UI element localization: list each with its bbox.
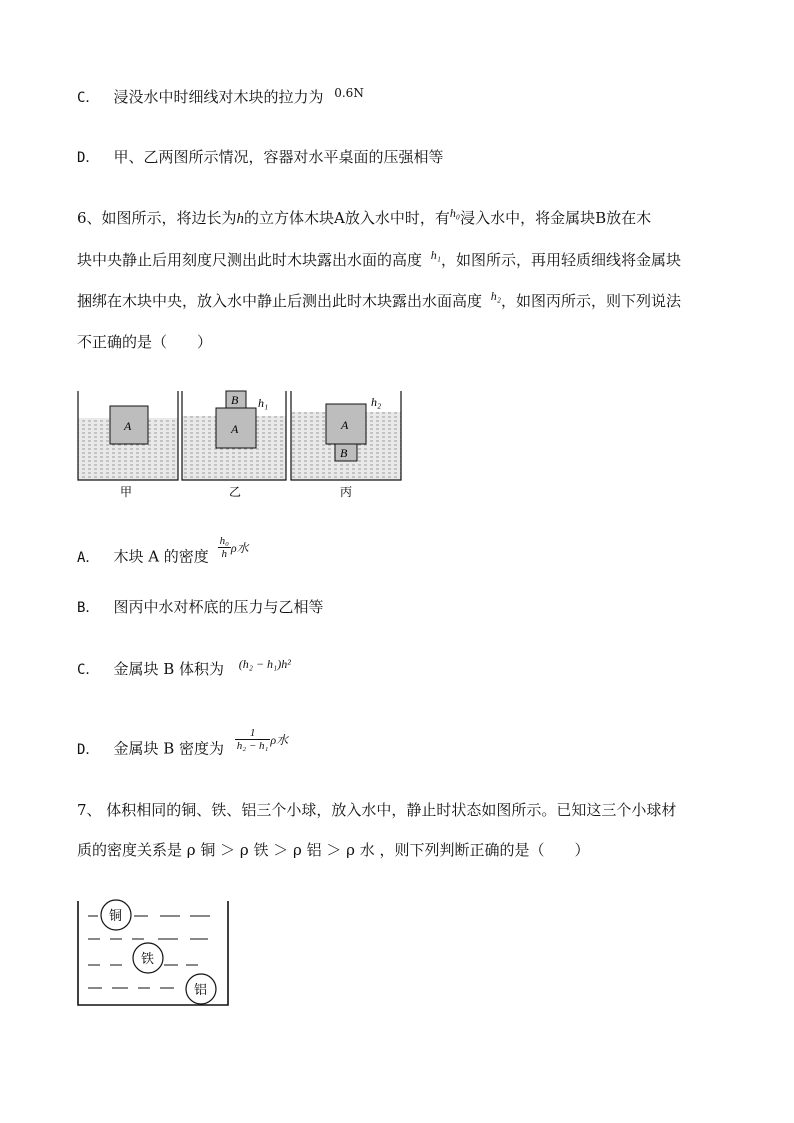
formula: 0.6N [334,86,364,100]
label-a-bing: A [341,418,349,432]
label-h2: h₂ [371,395,382,409]
formula [218,535,249,560]
stem-text: 不正确的是（ ） [77,333,213,351]
q6-stem-line-2 [77,250,681,271]
fraction [218,535,231,560]
label-copper: 铜 [109,908,123,923]
fraction [235,727,271,752]
var-h2: h₂ [490,289,501,303]
stem-text: ，如图丙所示，则下列说法 [500,292,681,310]
label-b-yi: B [231,393,239,407]
option-text: 金属块 B 密度为 [113,739,224,758]
q6-option-d [77,727,289,762]
stem-text: 质的密度关系是 ρ 铜 ＞ ρ 铁 ＞ ρ 铝 ＞ ρ 水 ，则下列判断正确的是（ ） [77,841,590,859]
q7-stem-line-1 [77,800,676,820]
q5-option-c [77,87,364,108]
formula [235,727,289,752]
stem-text: 7、 体积相同的铜、铁、铝三个小球，放入水中，静止时状态如图所示。已知这三个小球材 [77,801,677,819]
q7-figure [70,895,240,1015]
rho-water: ρ水 [230,540,249,555]
option-label: A． [77,549,100,566]
stem-text: 捆绑在木块中央，放入水中静止后测出此时木块露出水面高度 [77,292,483,310]
q6-figure [70,383,410,503]
q7-stem-line-2 [77,840,590,860]
q6-stem-line-3 [77,291,681,312]
q6-option-b [77,597,323,618]
label-h1: h₁ [258,396,269,410]
option-text: 甲、乙两图所示情况，容器对水平桌面的压强相等 [113,148,444,166]
caption-yi: 乙 [229,485,242,499]
label-a-yi: A [231,422,239,436]
option-text: 图丙中水对杯底的压力与乙相等 [113,598,324,616]
label-b-bing: B [340,446,348,460]
q6-stem-line-4 [77,332,212,352]
option-label: B． [77,600,100,616]
var-h1: h₁ [430,248,441,262]
stem-text: 浸入水中，将金属块B放在木 [460,209,652,227]
denominator: h [221,548,227,560]
q6-option-a [77,535,249,570]
stem-text: ，如图所示，再用轻质细线将金属块 [440,251,681,269]
q6-stem-line-1 [77,208,651,229]
q6-option-c [77,659,291,680]
q5-option-d [77,147,443,168]
var-h0: h₀ [449,206,461,220]
option-label: D． [77,741,100,758]
numerator: 1 [235,727,271,740]
rho-water: ρ水 [270,732,289,747]
caption-bing: 丙 [340,485,353,499]
option-text: 浸没水中时细线对木块的拉力为 [113,88,324,106]
var-h: h [236,211,245,227]
option-label: C． [77,90,100,106]
label-iron: 铁 [141,951,155,966]
label-aluminum: 铝 [194,982,208,997]
stem-text: 块中央静止后用刻度尺测出此时木块露出水面的高度 [77,251,423,269]
option-label: D． [77,150,100,166]
option-label: C． [77,662,100,678]
label-a-jia: A [124,419,132,433]
numerator: h₀ [219,535,229,547]
option-text: 金属块 B 体积为 [113,660,224,678]
caption-jia: 甲 [120,485,133,499]
stem-text: 6、如图所示，将边长为 [77,209,237,227]
denominator: h₂ − h₁ [236,740,269,752]
stem-text: 的立方体木块A放入水中时，有 [244,209,450,227]
option-text: 木块 A 的密度 [113,547,209,566]
formula: (h₂ − h₁)h² [238,657,291,671]
